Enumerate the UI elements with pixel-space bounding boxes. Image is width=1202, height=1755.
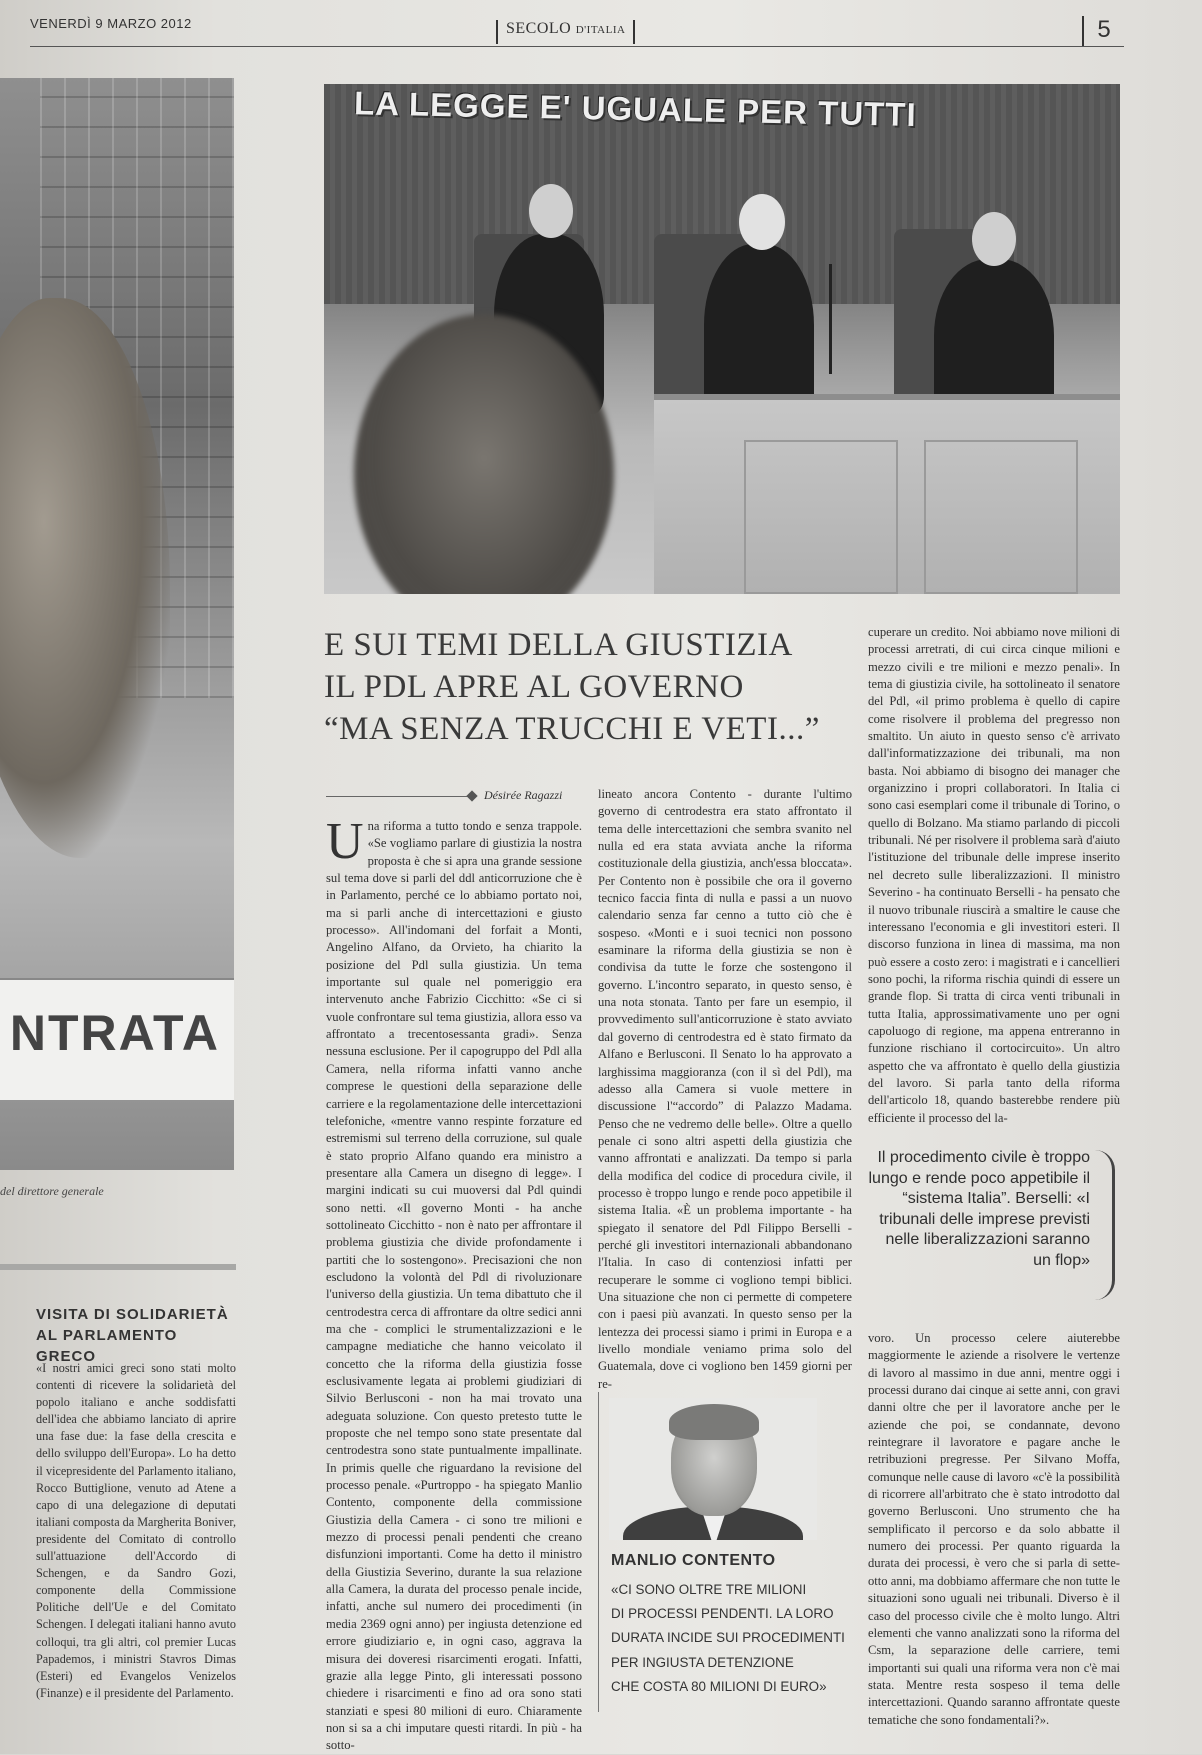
headline-line: “MA SENZA TRUCCHI E VETI...”	[324, 711, 820, 747]
courtroom-photo	[324, 84, 1120, 594]
bench-panel	[744, 440, 898, 594]
article-column-3-bottom	[868, 1330, 1120, 1729]
article-column-3-top	[868, 624, 1120, 1127]
article-column-2	[598, 786, 852, 1393]
pull-quote: Il procedimento civile è troppo lungo e rende poco appetibile il “sistema Italia”. Berselli: «I tribunali delle imprese previsti nelle liberalizzazioni saranno un flop»	[868, 1149, 1090, 1269]
portrait-quote-line: DI PROCESSI PENDENTI. LA LORO	[611, 1606, 834, 1622]
dropcap: U	[326, 813, 364, 870]
portrait-quote-line: PER INGIUSTA DETENZIONE	[611, 1654, 794, 1670]
left-article-photo-overlay	[0, 78, 234, 1170]
portrait-box	[598, 1392, 845, 1712]
article-headline	[324, 624, 864, 750]
portrait-quote-line: DURATA INCIDE SUI PROCEDIMENTI	[611, 1630, 845, 1646]
column-text: na riforma a tutto tondo e senza trappole. «Se vogliamo parlare di giustizia la nostra proposta è che si apra una grande sessione sul tema dove si parli del ddl anticorruzione che è in Parlamento, perché ce lo abbiamo portato noi, ma si parli anche di intercettazioni e giusto processo». All'indomani del forfait a Monti, Angelino Alfano, da Orvieto, ha chiarito la posizione del Pdl sulla giustizia. Un tema importante sul quale nel pomeriggio era intervenuto anche Fabrizio Cicchitto: «Se ci si vuole confrontare sul tema giustizia, allora esso va affrontato a trecentosessanta gradi». Senza nessuna esclusione. Per il capogruppo del Pdl alla Camera, nella riforma infatti vanno anche comprese le questioni della separazione delle carriere e la regolamentazione delle intercettazioni telefoniche, «mentre vanno respinte forzature ed estremismi sul terreno della corruzione, sul quale è stato proprio Alfano quando era ministro a presentare alla Camera un disegno di legge». I margini indicati su cui muoversi dal Pdl quindi sono netti. «Il governo Monti - ha anche sottolineato Cicchitto - non è nato per affrontare il problema giustizia che divide profondamente i partiti che lo sostengono». Precisazioni che non escludono la volontà del Pdl di rivoluzionare l'universo della giustizia. Un tema dibattuto che il centrodestra cerca di affrontare da oltre sedici anni ma che - complici le strumentalizzazioni e le campagne mediatiche che hanno veicolato il concetto che la riforma della giustizia fosse esclusivamente legata ai problemi giudiziari di Silvio Berlusconi - non ha mai trovato una adeguata soluzione. Con questo pretesto tutte le proposte che nel tempo sono state presentate dal centrodestra sono state puntualmente impallinate. In primis quelle che riguardano la revisione del processo penale. «Purtroppo - ha spiegato Manlio Contento, componente della commissione Giustizia della Camera - ci sono tre milioni e mezzo di processi penali pendenti che creano disfunzioni importanti. Come ha detto il ministro della Giustizia Severino, durante la sua relazione alla Camera, la durata del processo penale incide, infatti, anche sul numero dei procedimenti (in media 2369 ogni anno) per ingiusta detenzione ed errore giudiziario e, in ogni caso, aggrava la misura dei doveresi risarcimenti erogati. Infatti, grazie alla legge Pinto, gli interessati possono chiedere i risarcimenti e fino ad ora sono stati stanziati e spesi 80 milioni di euro. Chiaramente non si sa a chi imputare questi ritardi. In più - ha sotto-	[326, 819, 582, 1753]
byline-diamond-icon	[466, 790, 477, 801]
judge-right-head	[972, 212, 1016, 266]
entrance-sign-text: NTRATA	[9, 1005, 220, 1061]
column-text: voro. Un processo celere aiuterebbe maggiormente le aziende a risolvere le vertenze di lavoro al massimo in due anni, mentre oggi i processi durano dai cinque ai sette anni, con gravi danni oltre che per il lavoratore anche per le aziende che poi, se condannate, devono reintegrare il lavoratore e pagare anche le retribuzioni pregresse. Per Silvano Moffa, comunque nelle cause di lavoro «c'è la possibilità di ricorrere all'arbitrato che è stato introdotto dal governo Berlusconi. Uno strumento che ha semplificato il percorso e da solo abbatte il numero dei processi. Per quanto riguarda la durata dei processi, è vero che si parla di sette-otto anni, ma dobbiamo affermare che non tutte le situazioni sono uguali nei tribunali. Diverso è il caso del processo civile che è molto lungo. Altri elementi che vanno analizzati sono la riforma del Csm, la separazione delle carriere, temi importanti sui quali una riforma vera non c'è mai stata. Mentre resta sospeso il tema delle intercettazioni. Quando saranno affrontate queste tematiche che sono fondamentali?».	[868, 1331, 1120, 1727]
microphone	[829, 264, 832, 374]
portrait-quote	[611, 1578, 845, 1699]
headline-line: E SUI TEMI DELLA GIUSTIZIA	[324, 627, 793, 663]
left-photo-caption: del direttore generale	[0, 1184, 104, 1198]
judge-center-head	[739, 194, 785, 250]
newspaper-name-main: SECOLO	[506, 20, 572, 37]
article-byline: Désirée Ragazzi	[484, 788, 563, 802]
sidebar-headline: VISITA DI SOLIDARIETÀ AL PARLAMENTO GRECO	[36, 1306, 229, 1365]
portrait-quote-line: «CI SONO OLTRE TRE MILIONI	[611, 1582, 807, 1597]
left-divider	[0, 1264, 236, 1270]
top-rule	[30, 46, 1124, 47]
newspaper-name-suffix: D'ITALIA	[575, 24, 626, 36]
column-text: cuperare un credito. Noi abbiamo nove milioni di processi arretrati, di cui circa cinque milioni e mezzo civili e tre milioni e mezzo penali». In tema di giustizia civile, ha sottolineato il senatore del Pdl, «il primo problema è quello di capire come risolvere il problema del pregresso non smaltito. Un aiuto in questo senso c'è arrivato dall'informatizzazione dei tribunali, ma non basta. Noi abbiamo di bisogno dei manager che organizzino i propri collaboratori. In Italia ci sono casi esemplari come il tribunale di Torino, o quello di Bolzano. Ma stiamo parlando di piccoli tribunali. Né per risolvere il problema sarà d'aiuto l'istituzione del tribunale delle imprese inserito nel decreto sulle liberalizzazioni. Il ministro Severino - ha continuato Berselli - ha pensato che il nuovo tribunale riuscirà a smaltire le cause che interessano l'economia e gli investitori esteri. Il discorso funziona in linea di massima, ma non può essere a costo zero: i magistrati e i cancellieri sono pochi, la riforma rischia quindi di essere un grande flop. Si tratta di circa venti tribunali in tutta Italia, approssimativamente uno per ogni capoluogo di regione, ma appena entreranno in funzione rischiano il cortocircuito». Un altro aspetto che va affrontato è quello della giustizia del lavoro. Si parla tanto della riforma dell'articolo 18, quando basterebbe rendere più efficiente il processo del la-	[868, 625, 1120, 1125]
article-column-1	[326, 813, 582, 1755]
newspaper-name	[496, 20, 635, 44]
page-number: 5	[1082, 16, 1124, 46]
portrait-name: MANLIO CONTENTO	[611, 1552, 776, 1569]
issue-date: VENERDÌ 9 MARZO 2012	[30, 16, 192, 31]
portrait-quote-line: CHE COSTA 80 MILIONI DI EURO»	[611, 1678, 827, 1694]
portrait-hair	[669, 1404, 759, 1440]
judges-bench	[654, 394, 1120, 594]
headline-line: IL PDL APRE AL GOVERNO	[324, 669, 744, 705]
judge-left-head	[529, 184, 573, 238]
bench-panel	[924, 440, 1078, 594]
portrait-photo	[609, 1398, 817, 1540]
column-text: lineato ancora Contento - durante l'ultimo governo di centrodestra era stato affrontato il tema delle intercettazioni che sembra svanito nel nulla ed era stata avviata anche la riforma costituzionale della giustizia, anch'essa bloccata». Per Contento non è possibile che ora il governo tecnico faccia finta di nulla e passi a un nuovo calendario senza far cenno a tutto ciò che è sospeso. «Monti e i suoi tecnici non possono esaminare la riforma della giustizia se non è condivisa da tutte le forze che sostengono il governo. L'incontro separato, in questo senso, è una nota stonata. Tanto per fare un esempio, il provvedimento sull'anticorruzione è stato avviato dal governo di centrodestra ed è stato firmato da Alfano e Berlusconi. Il Senato lo ha approvato a larghissima maggioranza (con il sì del Pdl), ma adesso alla Camera si vuole mettere in discussione l'“accordo” di Palazzo Madama. Penso che ne vedremo delle belle». Oltre a quello penale ci sono altri aspetti della giustizia che vanno affrontati e analizzati. Da tempo si parla della modifica del codice di procedura civile, il processo è troppo lungo e rende poco appetibile il sistema Italia. «È un problema importante - ha spiegato il senatore del Pdl Filippo Berselli - perché gli investitori internazionali abbandonano l'Italia. In caso di contenziosi infatti per recuperare le somme ci vogliono tempi biblici. Una situazione che non ci permette di competere con i paesi più avanzati. In questo senso per la lentezza dei processi siamo i primi in Europa e a livello mondiale veniamo prima solo del Guatemala, dove ci vogliono ben 1459 giorni per re-	[598, 787, 852, 1391]
brace-icon	[1092, 1150, 1115, 1300]
courtroom-motto: LA LEGGE E' UGUALE PER TUTTI	[353, 84, 917, 134]
sidebar-body: «I nostri amici greci sono stati molto contenti di ricevere la solidarietà del popolo italiano e anche soddisfatti dell'idea che abbiamo lanciato di aprire una fase due: la fase della crescita e dello sviluppo dell'Europa». Lo ha detto il vicepresidente del Parlamento italiano, Rocco Buttiglione, venuto ad Atene a capo di una delegazione di deputati italiani composta da Margherita Boniver, presidente del Comitato di controllo sull'attuazione dell'Accordo di Schengen, e da Sandro Gozi, componente della Commissione Politiche dell'Ue e del Comitato Schengen. I delegati italiani hanno avuto colloqui, tra gli altri, col premier Lucas Papademos, i ministri Stavros Dimas (Esteri) ed Evangelos Venizelos (Finanze) e il presidente del Parlamento.	[36, 1361, 236, 1700]
byline-rule	[326, 796, 472, 797]
